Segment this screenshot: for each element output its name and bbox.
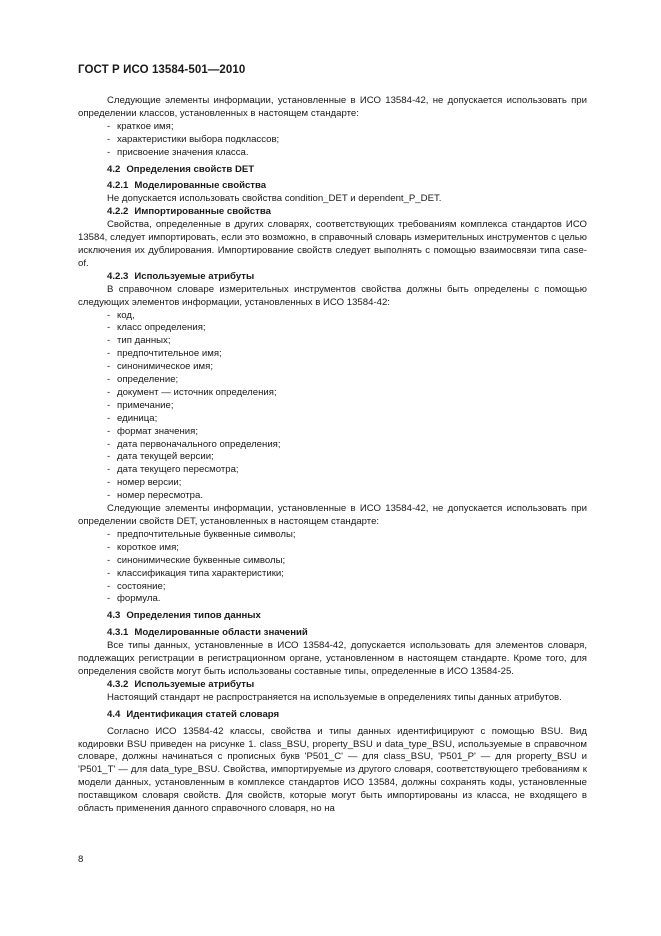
list-item-text: краткое имя; bbox=[117, 120, 174, 132]
bullet-dash: - bbox=[107, 425, 111, 437]
list-item-text: номер версии; bbox=[117, 477, 182, 489]
list-item bbox=[78, 529, 587, 542]
page-number: 8 bbox=[78, 854, 84, 865]
bullet-dash: - bbox=[107, 580, 111, 592]
list-item-text: предпочтительные буквенные символы; bbox=[117, 528, 296, 540]
list-item-text: характеристики выбора подклассов; bbox=[117, 133, 280, 145]
section-heading-4-2: 4.2 Определения свойств DET bbox=[107, 163, 255, 175]
list-item bbox=[78, 581, 587, 594]
list-item bbox=[78, 374, 587, 387]
bullet-dash: - bbox=[107, 309, 111, 321]
bullet-dash: - bbox=[107, 146, 111, 158]
list-item bbox=[78, 322, 587, 335]
bullet-dash: - bbox=[107, 335, 111, 347]
bullet-dash: - bbox=[107, 374, 111, 386]
bullet-dash: - bbox=[107, 528, 111, 540]
list-item-text: состояние; bbox=[117, 580, 166, 592]
list-item bbox=[78, 413, 587, 426]
class-excluded-list bbox=[78, 121, 587, 160]
list-item-text: документ — источник определения; bbox=[117, 386, 277, 398]
list-item-text: предпочтительное имя; bbox=[117, 348, 222, 360]
list-item-text: определение; bbox=[117, 374, 179, 386]
section-heading-4-2-3: 4.2.3 Используемые атрибуты bbox=[107, 270, 255, 282]
paragraph: Настоящий стандарт не распространяется на используемые в определениях типы данных атрибутов. bbox=[107, 691, 562, 703]
list-item bbox=[78, 134, 587, 147]
paragraph: Следующие элементы информации, установленные в ИСО 13584-42, не допускается использовать при определении свойств DET, установленных в настоящем стандарте: bbox=[78, 503, 587, 527]
list-item bbox=[78, 542, 587, 555]
list-item bbox=[78, 555, 587, 568]
bullet-dash: - bbox=[107, 541, 111, 553]
section-heading-4-2-1: 4.2.1 Моделированные свойства bbox=[107, 180, 267, 192]
paragraph: Согласно ИСО 13584-42 классы, свойства и типы данных идентифицируют с помощью BSU. Вид кодировки BSU приведен на рисунке 1. class_BSU, property_BSU и data_type_BSU, используемые в справочном словаре, должны начинаться с прописных букв 'P501_C' — для class_BSU, 'P501_P' — для property_BSU и 'P501_T' — для data_type_BSU. Свойства, импортируемые из другого словаря, соответствующего требованиям к модели данных, установленным в комплексе стандартов ИСО 13584, должны сохранять коды, установленные поставщиком словаря свойств. Для свойств, которые могут быть импортированы из класса, не входящего в область применения данного справочного словаря, но на bbox=[78, 725, 587, 815]
bullet-dash: - bbox=[107, 120, 111, 132]
list-item-text: формат значения; bbox=[117, 425, 199, 437]
bullet-dash: - bbox=[107, 438, 111, 450]
paragraph: Следующие элементы информации, установленные в ИСО 13584-42, не допускается использовать при определении классов, установленных в настоящем стандарте: bbox=[78, 95, 587, 119]
list-item bbox=[78, 335, 587, 348]
list-item-text: примечание; bbox=[117, 399, 174, 411]
list-item bbox=[78, 593, 587, 606]
section-heading-4-4: 4.4 Идентификация статей словаря bbox=[107, 708, 280, 720]
list-item bbox=[78, 568, 587, 581]
list-item-text: формула. bbox=[117, 593, 161, 605]
list-item bbox=[78, 451, 587, 464]
list-item bbox=[78, 147, 587, 160]
paragraph: Все типы данных, установленные в ИСО 13584-42, допускается использовать для элементов словаря, подлежащих регистрации в регистрационном органе, установленном в настоящем стандарте. Кроме того, для определения свойств могут быть использованы составные типы, определенные в ИСО 13584-25. bbox=[78, 640, 587, 677]
list-item-text: короткое имя; bbox=[117, 541, 179, 553]
document-header: ГОСТ Р ИСО 13584-501—2010 bbox=[78, 64, 246, 76]
page-body bbox=[78, 95, 587, 816]
list-item bbox=[78, 121, 587, 134]
bullet-dash: - bbox=[107, 386, 111, 398]
list-item bbox=[78, 387, 587, 400]
list-item-text: присвоение значения класса. bbox=[117, 146, 249, 158]
section-heading-4-2-2: 4.2.2 Импортированные свойства bbox=[107, 206, 271, 218]
list-item-text: класс определения; bbox=[117, 322, 206, 334]
list-item-text: дата первоначального определения; bbox=[117, 438, 281, 450]
list-item bbox=[78, 439, 587, 452]
list-item bbox=[78, 464, 587, 477]
list-item bbox=[78, 490, 587, 503]
paragraph: Не допускается использовать свойства condition_DET и dependent_P_DET. bbox=[107, 193, 442, 205]
list-item-text: синонимическое имя; bbox=[117, 361, 213, 373]
list-item bbox=[78, 400, 587, 413]
section-heading-4-3: 4.3 Определения типов данных bbox=[107, 610, 261, 622]
list-item-text: единица; bbox=[117, 412, 158, 424]
property-attributes-list bbox=[78, 310, 587, 504]
bullet-dash: - bbox=[107, 399, 111, 411]
bullet-dash: - bbox=[107, 477, 111, 489]
list-item-text: тип данных; bbox=[117, 335, 171, 347]
list-item bbox=[78, 426, 587, 439]
bullet-dash: - bbox=[107, 567, 111, 579]
list-item bbox=[78, 310, 587, 323]
list-item-text: номер пересмотра. bbox=[117, 490, 204, 502]
list-item bbox=[78, 477, 587, 490]
list-item-text: дата текущей версии; bbox=[117, 451, 214, 463]
bullet-dash: - bbox=[107, 464, 111, 476]
section-heading-4-3-1: 4.3.1 Моделированные области значений bbox=[107, 627, 308, 639]
bullet-dash: - bbox=[107, 412, 111, 424]
list-item-text: дата текущего пересмотра; bbox=[117, 464, 239, 476]
bullet-dash: - bbox=[107, 322, 111, 334]
bullet-dash: - bbox=[107, 490, 111, 502]
paragraph: В справочном словаре измерительных инструментов свойства должны быть определены с помощью следующих элементов информации, установленных в ИСО 13584-42: bbox=[78, 283, 587, 308]
bullet-dash: - bbox=[107, 133, 111, 145]
list-item-text: синонимические буквенные символы; bbox=[117, 554, 286, 566]
bullet-dash: - bbox=[107, 348, 111, 360]
property-excluded-list bbox=[78, 529, 587, 606]
bullet-dash: - bbox=[107, 451, 111, 463]
list-item bbox=[78, 348, 587, 361]
bullet-dash: - bbox=[107, 361, 111, 373]
list-item-text: классификация типа характеристики; bbox=[117, 567, 284, 579]
paragraph: Свойства, определенные в других словарях, соответствующих требованиям комплекса стандартов ИСО 13584, следует импортировать, если это возможно, в справочный словарь измерительных инструментов с целью исключения их дублирования. Импортирование свойств следует выполнять с помощью взаимосвязи типа case-of. bbox=[78, 219, 587, 269]
section-heading-4-3-2: 4.3.2 Используемые атрибуты bbox=[107, 678, 255, 690]
bullet-dash: - bbox=[107, 554, 111, 566]
list-item-text: код, bbox=[117, 309, 135, 321]
list-item bbox=[78, 361, 587, 374]
bullet-dash: - bbox=[107, 593, 111, 605]
